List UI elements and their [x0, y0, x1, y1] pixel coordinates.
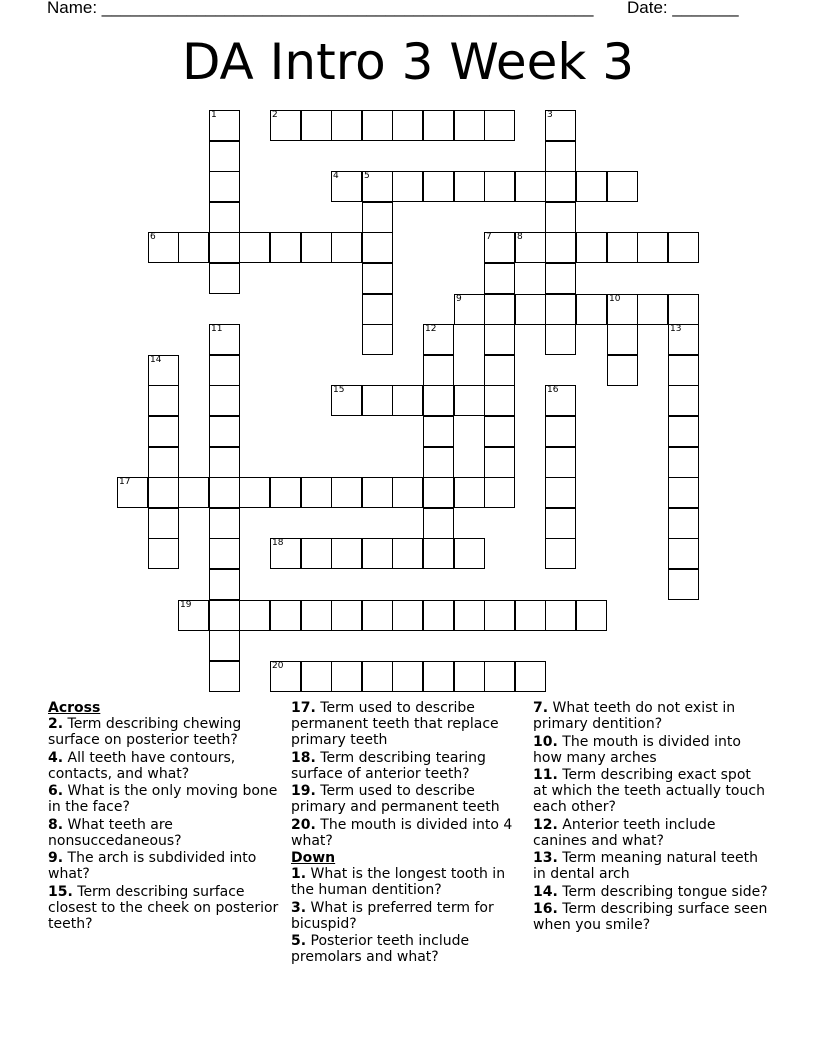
clue-down-13 — [533, 850, 768, 882]
name-field[interactable]: Name: ____________________________________________________ — [47, 0, 594, 17]
clue-down-10 — [533, 734, 768, 766]
grid-cell[interactable] — [270, 110, 301, 141]
grid-cell[interactable] — [209, 508, 240, 539]
clue-text: The arch is subdivided into what? — [48, 850, 257, 882]
grid-cell[interactable] — [362, 202, 393, 233]
grid-cell[interactable] — [362, 324, 393, 355]
grid-cell[interactable] — [209, 324, 240, 355]
grid-cell[interactable] — [209, 355, 240, 386]
grid-cell[interactable] — [362, 600, 393, 631]
grid-cell[interactable] — [178, 600, 209, 631]
grid-cell[interactable] — [209, 385, 240, 416]
cell-number: 4 — [333, 171, 339, 181]
grid-cell[interactable] — [484, 661, 515, 692]
grid-cell[interactable] — [545, 202, 576, 233]
grid-cell[interactable] — [301, 661, 332, 692]
clue-number: 16. — [533, 901, 558, 917]
grid-cell[interactable] — [515, 171, 546, 202]
clue-text: Term describing surface closest to the cheek on posterior teeth? — [48, 883, 279, 932]
grid-cell[interactable] — [148, 232, 179, 263]
cell-number: 3 — [547, 110, 553, 120]
clue-text: Term used to describe primary and permanent teeth — [291, 783, 500, 815]
clue-column-3 — [533, 700, 768, 935]
cell-number: 8 — [517, 232, 523, 242]
clue-down-14 — [533, 884, 768, 900]
grid-cell[interactable] — [454, 110, 485, 141]
grid-cell[interactable] — [423, 447, 454, 478]
grid-cell[interactable] — [607, 171, 638, 202]
grid-cell[interactable] — [545, 538, 576, 569]
grid-cell[interactable] — [607, 324, 638, 355]
grid-cell[interactable] — [423, 385, 454, 416]
grid-cell[interactable] — [331, 661, 362, 692]
grid-cell[interactable] — [239, 600, 270, 631]
grid-cell[interactable] — [545, 141, 576, 172]
grid-cell[interactable] — [209, 232, 240, 263]
grid-cell[interactable] — [454, 477, 485, 508]
cell-number: 16 — [547, 385, 559, 395]
clue-text: What is the only moving bone in the face? — [48, 783, 278, 815]
clue-number: 5. — [291, 933, 307, 949]
cell-number: 10 — [609, 294, 621, 304]
grid-cell[interactable] — [668, 355, 699, 386]
grid-cell[interactable] — [178, 232, 209, 263]
grid-cell[interactable] — [545, 324, 576, 355]
cell-number: 11 — [211, 324, 223, 334]
grid-cell[interactable] — [301, 538, 332, 569]
grid-cell[interactable] — [362, 661, 393, 692]
grid-cell[interactable] — [545, 294, 576, 325]
grid-cell[interactable] — [301, 477, 332, 508]
grid-cell[interactable] — [392, 600, 423, 631]
grid-cell[interactable] — [454, 385, 485, 416]
grid-cell[interactable] — [423, 110, 454, 141]
grid-cell[interactable] — [331, 232, 362, 263]
cell-number: 17 — [119, 477, 131, 487]
clue-number: 15. — [48, 883, 73, 900]
clue-number: 13. — [533, 850, 558, 866]
clue-text: Term describing exact spot at which the teeth actually touch each other? — [533, 767, 765, 815]
grid-cell[interactable] — [270, 538, 301, 569]
clue-across-19 — [291, 783, 526, 815]
grid-cell[interactable] — [423, 508, 454, 539]
clue-number: 8. — [48, 816, 64, 833]
grid-cell[interactable] — [331, 538, 362, 569]
grid-cell[interactable] — [423, 171, 454, 202]
grid-cell[interactable] — [209, 447, 240, 478]
grid-cell[interactable] — [301, 232, 332, 263]
grid-cell[interactable] — [484, 324, 515, 355]
grid-cell[interactable] — [209, 110, 240, 141]
grid-cell[interactable] — [423, 477, 454, 508]
grid-cell[interactable] — [515, 294, 546, 325]
clue-text: What teeth are nonsuccedaneous? — [48, 816, 182, 849]
clue-number: 4. — [48, 749, 64, 766]
grid-cell[interactable] — [209, 477, 240, 508]
grid-cell[interactable] — [668, 477, 699, 508]
grid-cell[interactable] — [270, 600, 301, 631]
grid-cell[interactable] — [148, 508, 179, 539]
page-title: DA Intro 3 Week 3 — [181, 33, 635, 91]
clue-across-9 — [48, 850, 283, 882]
grid-cell[interactable] — [668, 416, 699, 447]
cell-number: 18 — [272, 538, 284, 548]
grid-cell[interactable] — [454, 661, 485, 692]
grid-cell[interactable] — [454, 171, 485, 202]
clue-down-16 — [533, 901, 768, 933]
grid-cell[interactable] — [392, 171, 423, 202]
clue-number: 2. — [48, 716, 64, 732]
cell-number: 15 — [333, 385, 345, 395]
grid-cell[interactable] — [362, 110, 393, 141]
clue-down-1 — [291, 866, 526, 898]
cell-number: 2 — [272, 110, 278, 120]
grid-cell[interactable] — [668, 232, 699, 263]
grid-cell[interactable] — [209, 630, 240, 661]
grid-cell[interactable] — [148, 447, 179, 478]
clue-text: Term describing tearing surface of anterior teeth? — [291, 749, 486, 782]
grid-cell[interactable] — [668, 385, 699, 416]
grid-cell[interactable] — [484, 477, 515, 508]
cell-number: 19 — [180, 600, 192, 610]
grid-cell[interactable] — [607, 355, 638, 386]
grid-cell[interactable] — [545, 110, 576, 141]
grid-cell[interactable] — [668, 324, 699, 355]
grid-cell[interactable] — [117, 477, 148, 508]
clue-text: All teeth have contours, contacts, and what? — [48, 749, 236, 782]
grid-cell[interactable] — [484, 232, 515, 263]
grid-cell[interactable] — [239, 232, 270, 263]
grid-cell[interactable] — [362, 538, 393, 569]
clue-across-20 — [291, 817, 526, 849]
clue-down-3 — [291, 900, 526, 932]
clue-text: What is preferred term for bicuspid? — [291, 899, 494, 932]
grid-cell[interactable] — [484, 355, 515, 386]
grid-cell[interactable] — [392, 661, 423, 692]
cell-number: 14 — [150, 355, 162, 365]
grid-cell[interactable] — [331, 385, 362, 416]
clue-number: 3. — [291, 899, 307, 916]
cell-number: 1 — [211, 110, 217, 120]
grid-cell[interactable] — [148, 355, 179, 386]
clue-text: Posterior teeth include premolars and what? — [291, 933, 470, 965]
grid-cell[interactable] — [331, 477, 362, 508]
clue-number: 10. — [533, 733, 558, 750]
grid-cell[interactable] — [423, 355, 454, 386]
clue-down-5 — [291, 933, 526, 965]
grid-cell[interactable] — [484, 600, 515, 631]
grid-cell[interactable] — [392, 110, 423, 141]
clue-number: 11. — [533, 767, 558, 783]
grid-cell[interactable] — [148, 538, 179, 569]
grid-cell[interactable] — [392, 477, 423, 508]
grid-cell[interactable] — [484, 110, 515, 141]
grid-cell[interactable] — [484, 385, 515, 416]
grid-cell[interactable] — [148, 477, 179, 508]
grid-cell[interactable] — [576, 294, 607, 325]
grid-cell[interactable] — [148, 416, 179, 447]
grid-cell[interactable] — [576, 171, 607, 202]
grid-cell[interactable] — [362, 232, 393, 263]
grid-cell[interactable] — [576, 600, 607, 631]
clue-number: 19. — [291, 783, 316, 799]
clue-text: The mouth is divided into 4 what? — [291, 816, 513, 849]
grid-cell[interactable] — [209, 263, 240, 294]
clue-down-7 — [533, 700, 768, 732]
grid-cell[interactable] — [362, 294, 393, 325]
grid-cell[interactable] — [515, 232, 546, 263]
grid-cell[interactable] — [209, 141, 240, 172]
grid-cell[interactable] — [484, 171, 515, 202]
grid-cell[interactable] — [423, 324, 454, 355]
cell-number: 7 — [486, 232, 492, 242]
grid-cell[interactable] — [668, 538, 699, 569]
clue-across-4 — [48, 750, 283, 782]
grid-cell[interactable] — [484, 294, 515, 325]
grid-cell[interactable] — [209, 416, 240, 447]
grid-cell[interactable] — [423, 661, 454, 692]
clue-across-8 — [48, 817, 283, 849]
grid-cell[interactable] — [454, 294, 485, 325]
cell-number: 12 — [425, 324, 437, 334]
clue-number: 9. — [48, 850, 64, 866]
grid-cell[interactable] — [209, 538, 240, 569]
grid-cell[interactable] — [362, 171, 393, 202]
clue-text: The mouth is divided into how many arches — [533, 733, 741, 766]
grid-cell[interactable] — [362, 263, 393, 294]
clue-text: Term describing chewing surface on posterior teeth? — [48, 716, 242, 748]
grid-cell[interactable] — [423, 416, 454, 447]
grid-cell[interactable] — [209, 661, 240, 692]
clue-number: 1. — [291, 866, 307, 882]
clue-number: 7. — [533, 700, 549, 716]
cell-number: 9 — [456, 294, 462, 304]
clue-across-15 — [48, 884, 283, 932]
grid-cell[interactable] — [270, 232, 301, 263]
grid-cell[interactable] — [484, 263, 515, 294]
grid-cell[interactable] — [331, 110, 362, 141]
grid-cell[interactable] — [454, 600, 485, 631]
clue-down-12 — [533, 817, 768, 849]
clue-number: 18. — [291, 749, 316, 766]
across-heading: Across — [48, 700, 101, 716]
clue-text: Term meaning natural teeth in dental arch — [533, 850, 759, 882]
clue-down-11 — [533, 767, 768, 815]
grid-cell[interactable] — [637, 232, 668, 263]
grid-cell[interactable] — [178, 477, 209, 508]
grid-cell[interactable] — [331, 600, 362, 631]
grid-cell[interactable] — [392, 385, 423, 416]
grid-cell[interactable] — [668, 508, 699, 539]
grid-cell[interactable] — [392, 538, 423, 569]
grid-cell[interactable] — [331, 171, 362, 202]
clue-column-1 — [48, 700, 283, 933]
grid-cell[interactable] — [209, 600, 240, 631]
clue-text: Term used to describe permanent teeth that replace primary teeth — [291, 700, 499, 748]
clue-text: Term describing tongue side? — [562, 883, 768, 900]
grid-cell[interactable] — [545, 416, 576, 447]
grid-cell[interactable] — [454, 538, 485, 569]
grid-cell[interactable] — [545, 385, 576, 416]
clue-text: Anterior teeth include canines and what? — [533, 816, 716, 849]
grid-cell[interactable] — [668, 294, 699, 325]
clue-number: 12. — [533, 816, 558, 833]
cell-number: 13 — [670, 324, 682, 334]
grid-cell[interactable] — [423, 600, 454, 631]
grid-cell[interactable] — [301, 600, 332, 631]
grid-cell[interactable] — [484, 447, 515, 478]
grid-cell[interactable] — [637, 294, 668, 325]
grid-cell[interactable] — [209, 171, 240, 202]
grid-cell[interactable] — [545, 263, 576, 294]
clue-number: 14. — [533, 883, 558, 900]
grid-cell[interactable] — [148, 385, 179, 416]
grid-cell[interactable] — [209, 569, 240, 600]
grid-cell[interactable] — [362, 477, 393, 508]
grid-cell[interactable] — [484, 416, 515, 447]
grid-cell[interactable] — [668, 447, 699, 478]
grid-cell[interactable] — [607, 232, 638, 263]
clue-column-2 — [291, 700, 526, 967]
clue-across-18 — [291, 750, 526, 782]
clue-across-6 — [48, 783, 283, 815]
grid-cell[interactable] — [270, 661, 301, 692]
clue-text: Term describing surface seen when you smile? — [533, 901, 768, 933]
date-field[interactable]: Date: _______ — [627, 0, 739, 17]
grid-cell[interactable] — [607, 294, 638, 325]
grid-cell[interactable] — [545, 508, 576, 539]
cell-number: 6 — [150, 232, 156, 242]
grid-cell[interactable] — [423, 538, 454, 569]
grid-cell[interactable] — [515, 600, 546, 631]
cell-number: 5 — [364, 171, 370, 181]
grid-cell[interactable] — [545, 600, 576, 631]
grid-cell[interactable] — [545, 171, 576, 202]
clue-text: What is the longest tooth in the human dentition? — [291, 866, 506, 898]
grid-cell[interactable] — [545, 447, 576, 478]
grid-cell[interactable] — [545, 232, 576, 263]
clue-number: 20. — [291, 816, 316, 833]
clue-across-17 — [291, 700, 526, 748]
grid-cell[interactable] — [301, 110, 332, 141]
grid-cell[interactable] — [576, 232, 607, 263]
clue-text: What teeth do not exist in primary dentition? — [533, 700, 736, 732]
clue-number: 17. — [291, 700, 316, 716]
cell-number: 20 — [272, 661, 284, 671]
grid-cell[interactable] — [209, 202, 240, 233]
grid-cell[interactable] — [545, 477, 576, 508]
down-heading: Down — [291, 850, 336, 866]
clue-number: 6. — [48, 783, 64, 799]
clue-across-2 — [48, 716, 283, 748]
grid-cell[interactable] — [239, 477, 270, 508]
grid-cell[interactable] — [515, 661, 546, 692]
grid-cell[interactable] — [270, 477, 301, 508]
grid-cell[interactable] — [362, 385, 393, 416]
grid-cell[interactable] — [668, 569, 699, 600]
